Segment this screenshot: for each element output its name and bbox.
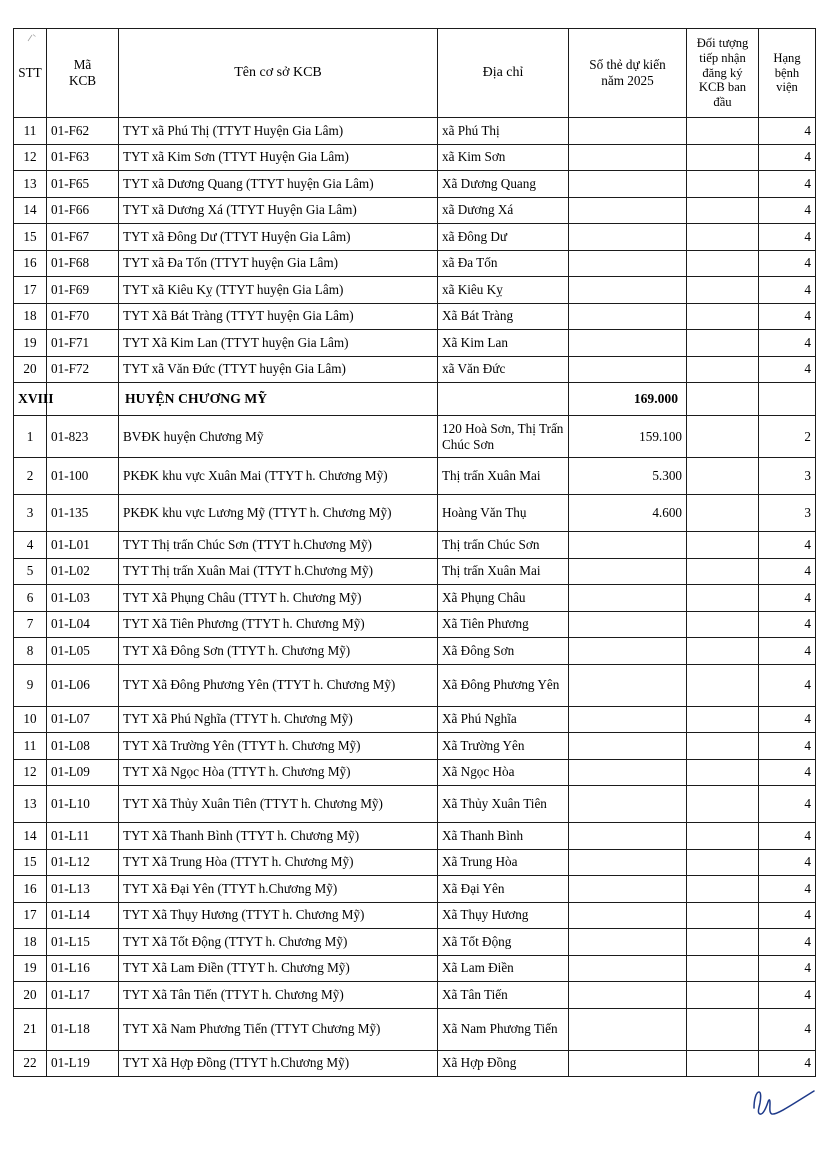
cell-doi-tuong xyxy=(687,955,759,982)
cell-hang-benh-vien: 4 xyxy=(759,585,816,612)
cell-dia-chi: Xã Thủy Xuân Tiên xyxy=(438,786,569,823)
cell-so-the xyxy=(569,303,687,330)
cell-hang-benh-vien xyxy=(759,383,816,416)
cell-doi-tuong xyxy=(687,458,759,495)
cell-stt: 12 xyxy=(14,144,47,171)
cell-dia-chi: Xã Đông Sơn xyxy=(438,638,569,665)
header-hang-line2: bệnh xyxy=(774,65,800,80)
cell-stt: 9 xyxy=(14,664,47,706)
header-hang-line1: Hạng xyxy=(773,50,801,65)
cell-dia-chi: Xã Tiên Phương xyxy=(438,611,569,638)
cell-ten-co-so: TYT xã Đa Tốn (TTYT huyện Gia Lâm) xyxy=(119,250,438,277)
cell-ma-kcb: 01-F63 xyxy=(47,144,119,171)
cell-ma-kcb: 01-F71 xyxy=(47,330,119,357)
table-row xyxy=(14,495,816,532)
cell-so-the xyxy=(569,876,687,903)
cell-hang-benh-vien: 4 xyxy=(759,356,816,383)
cell-ma-kcb: 01-L11 xyxy=(47,823,119,850)
cell-ten-co-so: TYT xã Đông Dư (TTYT Huyện Gia Lâm) xyxy=(119,224,438,251)
cell-hang-benh-vien: 4 xyxy=(759,330,816,357)
cell-so-the xyxy=(569,955,687,982)
table-body xyxy=(14,118,816,1077)
cell-ten-co-so: TYT Xã Đông Phương Yên (TTYT h. Chương Mỹ) xyxy=(119,664,438,706)
cell-dia-chi: Xã Hợp Đồng xyxy=(438,1050,569,1077)
table-row xyxy=(14,458,816,495)
cell-so-the xyxy=(569,638,687,665)
cell-stt: 13 xyxy=(14,786,47,823)
cell-so-the xyxy=(569,733,687,760)
cell-hang-benh-vien: 4 xyxy=(759,955,816,982)
table-row xyxy=(14,611,816,638)
cell-dia-chi: Xã Tốt Động xyxy=(438,929,569,956)
cell-hang-benh-vien: 4 xyxy=(759,929,816,956)
cell-doi-tuong xyxy=(687,330,759,357)
cell-ma-kcb: 01-L07 xyxy=(47,706,119,733)
cell-hang-benh-vien: 4 xyxy=(759,1050,816,1077)
table-row xyxy=(14,876,816,903)
cell-stt: 19 xyxy=(14,955,47,982)
cell-hang-benh-vien: 4 xyxy=(759,532,816,559)
cell-ma-kcb: 01-L19 xyxy=(47,1050,119,1077)
cell-hang-benh-vien: 4 xyxy=(759,664,816,706)
table-header xyxy=(14,29,816,118)
table-row xyxy=(14,786,816,823)
table-row xyxy=(14,416,816,458)
cell-stt: 14 xyxy=(14,197,47,224)
table-row xyxy=(14,638,816,665)
cell-ten-co-so: TYT Xã Trường Yên (TTYT h. Chương Mỹ) xyxy=(119,733,438,760)
cell-hang-benh-vien: 4 xyxy=(759,171,816,198)
cell-hang-benh-vien: 4 xyxy=(759,876,816,903)
cell-ma-kcb: 01-L09 xyxy=(47,759,119,786)
cell-so-the xyxy=(569,1008,687,1050)
cell-stt: 12 xyxy=(14,759,47,786)
table-row xyxy=(14,277,816,304)
cell-dia-chi: xã Đa Tốn xyxy=(438,250,569,277)
cell-hang-benh-vien: 4 xyxy=(759,849,816,876)
table-row xyxy=(14,849,816,876)
cell-so-the xyxy=(569,982,687,1009)
cell-stt: 14 xyxy=(14,823,47,850)
cell-dia-chi: Thị trấn Xuân Mai xyxy=(438,458,569,495)
cell-hang-benh-vien: 4 xyxy=(759,706,816,733)
header-ma-kcb-line2: KCB xyxy=(68,73,97,88)
cell-ma-kcb: 01-100 xyxy=(47,458,119,495)
cell-hang-benh-vien: 4 xyxy=(759,558,816,585)
cell-hang-benh-vien: 4 xyxy=(759,250,816,277)
cell-dia-chi: Hoàng Văn Thụ xyxy=(438,495,569,532)
cell-so-the xyxy=(569,197,687,224)
cell-stt: 22 xyxy=(14,1050,47,1077)
cell-dia-chi: Xã Ngọc Hòa xyxy=(438,759,569,786)
cell-ten-co-so: TYT Xã Thủy Xuân Tiên (TTYT h. Chương Mỹ) xyxy=(119,786,438,823)
cell-ten-co-so: TYT Xã Trung Hòa (TTYT h. Chương Mỹ) xyxy=(119,849,438,876)
cell-dia-chi: Xã Dương Quang xyxy=(438,171,569,198)
table-row xyxy=(14,558,816,585)
cell-ten-co-so: TYT xã Dương Xá (TTYT Huyện Gia Lâm) xyxy=(119,197,438,224)
cell-doi-tuong xyxy=(687,118,759,145)
cell-doi-tuong xyxy=(687,982,759,1009)
cell-so-the xyxy=(569,558,687,585)
cell-dia-chi: Xã Trung Hòa xyxy=(438,849,569,876)
cell-ma-kcb xyxy=(47,383,119,416)
cell-doi-tuong xyxy=(687,664,759,706)
cell-doi-tuong xyxy=(687,823,759,850)
table-row xyxy=(14,330,816,357)
cell-stt: 10 xyxy=(14,706,47,733)
cell-ma-kcb: 01-L02 xyxy=(47,558,119,585)
cell-doi-tuong xyxy=(687,706,759,733)
table-row xyxy=(14,224,816,251)
cell-stt: 16 xyxy=(14,250,47,277)
cell-ten-co-so: TYT Xã Lam Điền (TTYT h. Chương Mỹ) xyxy=(119,955,438,982)
cell-dia-chi: xã Đông Dư xyxy=(438,224,569,251)
table-row xyxy=(14,1008,816,1050)
cell-ma-kcb: 01-L05 xyxy=(47,638,119,665)
cell-doi-tuong xyxy=(687,1008,759,1050)
cell-dia-chi: Xã Tân Tiến xyxy=(438,982,569,1009)
cell-doi-tuong xyxy=(687,383,759,416)
table-section-row xyxy=(14,383,816,416)
cell-stt: 11 xyxy=(14,733,47,760)
cell-hang-benh-vien: 4 xyxy=(759,823,816,850)
cell-ma-kcb: 01-F69 xyxy=(47,277,119,304)
cell-stt: 8 xyxy=(14,638,47,665)
cell-ten-co-so: TYT Xã Kim Lan (TTYT huyện Gia Lâm) xyxy=(119,330,438,357)
header-dia-chi: Địa chỉ xyxy=(438,29,569,118)
cell-ma-kcb: 01-L01 xyxy=(47,532,119,559)
cell-so-the: 169.000 xyxy=(569,383,687,416)
cell-ma-kcb: 01-L04 xyxy=(47,611,119,638)
table-row xyxy=(14,356,816,383)
cell-stt: 17 xyxy=(14,277,47,304)
cell-ma-kcb: 01-L16 xyxy=(47,955,119,982)
cell-ten-co-so: TYT Xã Đông Sơn (TTYT h. Chương Mỹ) xyxy=(119,638,438,665)
cell-ma-kcb: 01-L15 xyxy=(47,929,119,956)
cell-stt: 6 xyxy=(14,585,47,612)
cell-hang-benh-vien: 4 xyxy=(759,118,816,145)
cell-doi-tuong xyxy=(687,171,759,198)
cell-so-the: 4.600 xyxy=(569,495,687,532)
cell-so-the xyxy=(569,929,687,956)
cell-ma-kcb: 01-135 xyxy=(47,495,119,532)
cell-stt: 21 xyxy=(14,1008,47,1050)
cell-hang-benh-vien: 4 xyxy=(759,277,816,304)
cell-dia-chi: Xã Phú Nghĩa xyxy=(438,706,569,733)
cell-so-the xyxy=(569,356,687,383)
cell-so-the xyxy=(569,823,687,850)
cell-doi-tuong xyxy=(687,902,759,929)
header-doi-tuong xyxy=(687,29,759,118)
cell-dia-chi: Xã Trường Yên xyxy=(438,733,569,760)
table-row xyxy=(14,733,816,760)
cell-so-the: 5.300 xyxy=(569,458,687,495)
header-hang-benh-vien xyxy=(759,29,816,118)
cell-ma-kcb: 01-823 xyxy=(47,416,119,458)
cell-doi-tuong xyxy=(687,144,759,171)
cell-stt: 5 xyxy=(14,558,47,585)
cell-hang-benh-vien: 4 xyxy=(759,144,816,171)
cell-doi-tuong xyxy=(687,277,759,304)
table-row xyxy=(14,171,816,198)
cell-hang-benh-vien: 2 xyxy=(759,416,816,458)
cell-stt: 7 xyxy=(14,611,47,638)
cell-stt: 13 xyxy=(14,171,47,198)
cell-ma-kcb: 01-L18 xyxy=(47,1008,119,1050)
cell-doi-tuong xyxy=(687,876,759,903)
cell-so-the xyxy=(569,171,687,198)
table-row xyxy=(14,585,816,612)
cell-ten-co-so: TYT xã Kiêu Kỵ (TTYT huyện Gia Lâm) xyxy=(119,277,438,304)
cell-ten-co-so: TYT Xã Hợp Đồng (TTYT h.Chương Mỹ) xyxy=(119,1050,438,1077)
cell-so-the xyxy=(569,1050,687,1077)
cell-ma-kcb: 01-L06 xyxy=(47,664,119,706)
cell-dia-chi: Xã Phụng Châu xyxy=(438,585,569,612)
cell-doi-tuong xyxy=(687,1050,759,1077)
cell-doi-tuong xyxy=(687,929,759,956)
cell-hang-benh-vien: 4 xyxy=(759,759,816,786)
header-ma-kcb-line1: Mã xyxy=(73,57,92,73)
cell-stt: 2 xyxy=(14,458,47,495)
cell-doi-tuong xyxy=(687,495,759,532)
header-ma-kcb xyxy=(47,29,119,118)
cell-dia-chi: Xã Bát Tràng xyxy=(438,303,569,330)
cell-ten-co-so: TYT Xã Nam Phương Tiến (TTYT Chương Mỹ) xyxy=(119,1008,438,1050)
header-doi-tuong-line3: đăng ký xyxy=(702,65,743,80)
cell-so-the xyxy=(569,224,687,251)
cell-so-the xyxy=(569,532,687,559)
cell-so-the xyxy=(569,759,687,786)
table-row xyxy=(14,982,816,1009)
cell-ten-co-so: TYT Xã Tốt Động (TTYT h. Chương Mỹ) xyxy=(119,929,438,956)
cell-so-the xyxy=(569,277,687,304)
cell-dia-chi: Thị trấn Xuân Mai xyxy=(438,558,569,585)
table-row xyxy=(14,197,816,224)
cell-ten-co-so: TYT Xã Đại Yên (TTYT h.Chương Mỹ) xyxy=(119,876,438,903)
cell-dia-chi: Xã Đại Yên xyxy=(438,876,569,903)
cell-stt: 11 xyxy=(14,118,47,145)
cell-ten-co-so: TYT Thị trấn Chúc Sơn (TTYT h.Chương Mỹ) xyxy=(119,532,438,559)
cell-ten-co-so: TYT xã Phú Thị (TTYT Huyện Gia Lâm) xyxy=(119,118,438,145)
cell-ten-co-so: TYT xã Kim Sơn (TTYT Huyện Gia Lâm) xyxy=(119,144,438,171)
cell-ma-kcb: 01-F65 xyxy=(47,171,119,198)
cell-hang-benh-vien: 4 xyxy=(759,982,816,1009)
cell-dia-chi: Xã Kim Lan xyxy=(438,330,569,357)
cell-dia-chi: xã Văn Đức xyxy=(438,356,569,383)
cell-doi-tuong xyxy=(687,356,759,383)
cell-hang-benh-vien: 4 xyxy=(759,611,816,638)
cell-ten-co-so: TYT Xã Thụy Hương (TTYT h. Chương Mỹ) xyxy=(119,902,438,929)
cell-stt: 15 xyxy=(14,849,47,876)
cell-ten-co-so: TYT Xã Tân Tiến (TTYT h. Chương Mỹ) xyxy=(119,982,438,1009)
cell-dia-chi: Xã Đông Phương Yên xyxy=(438,664,569,706)
header-so-the xyxy=(569,29,687,118)
cell-hang-benh-vien: 4 xyxy=(759,303,816,330)
cell-ma-kcb: 01-F67 xyxy=(47,224,119,251)
cell-doi-tuong xyxy=(687,197,759,224)
cell-doi-tuong xyxy=(687,611,759,638)
table-row xyxy=(14,1050,816,1077)
cell-ma-kcb: 01-F68 xyxy=(47,250,119,277)
cell-dia-chi: Thị trấn Chúc Sơn xyxy=(438,532,569,559)
cell-so-the xyxy=(569,849,687,876)
header-doi-tuong-line2: tiếp nhận xyxy=(699,50,746,65)
cell-so-the xyxy=(569,144,687,171)
cell-ten-co-so: TYT Xã Thanh Bình (TTYT h. Chương Mỹ) xyxy=(119,823,438,850)
table-row xyxy=(14,144,816,171)
cell-dia-chi: xã Phú Thị xyxy=(438,118,569,145)
cell-so-the xyxy=(569,706,687,733)
header-so-the-line2: năm 2025 xyxy=(601,73,654,88)
cell-so-the xyxy=(569,330,687,357)
cell-stt: 19 xyxy=(14,330,47,357)
cell-doi-tuong xyxy=(687,759,759,786)
cell-so-the xyxy=(569,250,687,277)
cell-so-the xyxy=(569,118,687,145)
table-row xyxy=(14,118,816,145)
header-stt: STT xyxy=(14,29,47,118)
cell-stt: 15 xyxy=(14,224,47,251)
cell-hang-benh-vien: 4 xyxy=(759,786,816,823)
table-row xyxy=(14,250,816,277)
cell-ma-kcb: 01-F70 xyxy=(47,303,119,330)
cell-hang-benh-vien: 4 xyxy=(759,1008,816,1050)
cell-doi-tuong xyxy=(687,733,759,760)
cell-dia-chi: xã Kiêu Kỵ xyxy=(438,277,569,304)
cell-ten-co-so: TYT Thị trấn Xuân Mai (TTYT h.Chương Mỹ) xyxy=(119,558,438,585)
cell-hang-benh-vien: 4 xyxy=(759,197,816,224)
cell-ten-co-so: TYT xã Văn Đức (TTYT huyện Gia Lâm) xyxy=(119,356,438,383)
cell-ten-co-so: BVĐK huyện Chương Mỹ xyxy=(119,416,438,458)
cell-hang-benh-vien: 4 xyxy=(759,902,816,929)
cell-doi-tuong xyxy=(687,585,759,612)
cell-stt: 1 xyxy=(14,416,47,458)
cell-ten-co-so: TYT xã Dương Quang (TTYT huyện Gia Lâm) xyxy=(119,171,438,198)
cell-ma-kcb: 01-L13 xyxy=(47,876,119,903)
table-row xyxy=(14,706,816,733)
cell-stt: 4 xyxy=(14,532,47,559)
cell-stt: 18 xyxy=(14,929,47,956)
cell-stt: XVIII xyxy=(14,383,47,416)
cell-ma-kcb: 01-F62 xyxy=(47,118,119,145)
header-doi-tuong-line1: Đối tượng xyxy=(696,35,749,50)
cell-ma-kcb: 01-F66 xyxy=(47,197,119,224)
cell-so-the: 159.100 xyxy=(569,416,687,458)
cell-hang-benh-vien: 3 xyxy=(759,458,816,495)
cell-stt: 17 xyxy=(14,902,47,929)
cell-so-the xyxy=(569,786,687,823)
table-row xyxy=(14,759,816,786)
cell-ma-kcb: 01-L12 xyxy=(47,849,119,876)
cell-ten-co-so: TYT Xã Ngọc Hòa (TTYT h. Chương Mỹ) xyxy=(119,759,438,786)
header-so-the-line1: Số thẻ dự kiến xyxy=(589,57,666,73)
cell-ma-kcb: 01-L10 xyxy=(47,786,119,823)
cell-hang-benh-vien: 4 xyxy=(759,638,816,665)
cell-dia-chi: xã Kim Sơn xyxy=(438,144,569,171)
cell-ma-kcb: 01-L08 xyxy=(47,733,119,760)
cell-doi-tuong xyxy=(687,303,759,330)
cell-dia-chi: 120 Hoà Sơn, Thị Trấn Chúc Sơn xyxy=(438,416,569,458)
cell-ma-kcb: 01-L03 xyxy=(47,585,119,612)
cell-ma-kcb: 01-L17 xyxy=(47,982,119,1009)
header-ten-co-so: Tên cơ sở KCB xyxy=(119,29,438,118)
cell-ma-kcb: 01-F72 xyxy=(47,356,119,383)
cell-hang-benh-vien: 4 xyxy=(759,733,816,760)
cell-doi-tuong xyxy=(687,558,759,585)
cell-ma-kcb: 01-L14 xyxy=(47,902,119,929)
cell-dia-chi xyxy=(438,383,569,416)
cell-ten-co-so: PKĐK khu vực Xuân Mai (TTYT h. Chương Mỹ) xyxy=(119,458,438,495)
cell-doi-tuong xyxy=(687,786,759,823)
cell-stt: 3 xyxy=(14,495,47,532)
cell-so-the xyxy=(569,664,687,706)
header-row xyxy=(14,29,816,118)
cell-ten-co-so: TYT Xã Tiên Phương (TTYT h. Chương Mỹ) xyxy=(119,611,438,638)
table-row xyxy=(14,823,816,850)
cell-ten-co-so: TYT Xã Bát Tràng (TTYT huyện Gia Lâm) xyxy=(119,303,438,330)
table-row xyxy=(14,929,816,956)
cell-doi-tuong xyxy=(687,849,759,876)
table-row xyxy=(14,532,816,559)
header-hang-line3: viện xyxy=(776,80,798,95)
cell-ten-co-so: TYT Xã Phụng Châu (TTYT h. Chương Mỹ) xyxy=(119,585,438,612)
cell-dia-chi: Xã Thanh Bình xyxy=(438,823,569,850)
cell-dia-chi: Xã Lam Điền xyxy=(438,955,569,982)
cell-dia-chi: Xã Thụy Hương xyxy=(438,902,569,929)
cell-so-the xyxy=(569,902,687,929)
cell-stt: 18 xyxy=(14,303,47,330)
cell-stt: 20 xyxy=(14,356,47,383)
cell-dia-chi: xã Dương Xá xyxy=(438,197,569,224)
cell-so-the xyxy=(569,585,687,612)
table-row xyxy=(14,664,816,706)
table-row xyxy=(14,955,816,982)
cell-ten-co-so: PKĐK khu vực Lương Mỹ (TTYT h. Chương Mỹ) xyxy=(119,495,438,532)
cell-stt: 16 xyxy=(14,876,47,903)
handwritten-signature xyxy=(748,1086,818,1126)
table-row xyxy=(14,303,816,330)
cell-doi-tuong xyxy=(687,532,759,559)
cell-dia-chi: Xã Nam Phương Tiến xyxy=(438,1008,569,1050)
header-doi-tuong-line5: đầu xyxy=(713,95,732,110)
cell-hang-benh-vien: 3 xyxy=(759,495,816,532)
cell-doi-tuong xyxy=(687,638,759,665)
table-row xyxy=(14,902,816,929)
cell-hang-benh-vien: 4 xyxy=(759,224,816,251)
cell-ten-co-so: HUYỆN CHƯƠNG MỸ xyxy=(119,383,438,416)
cell-stt: 20 xyxy=(14,982,47,1009)
header-doi-tuong-line4: KCB ban xyxy=(698,80,747,95)
cell-ten-co-so: TYT Xã Phú Nghĩa (TTYT h. Chương Mỹ) xyxy=(119,706,438,733)
cell-so-the xyxy=(569,611,687,638)
cell-doi-tuong xyxy=(687,250,759,277)
cell-doi-tuong xyxy=(687,224,759,251)
cell-doi-tuong xyxy=(687,416,759,458)
kcb-facility-table xyxy=(13,28,816,1077)
